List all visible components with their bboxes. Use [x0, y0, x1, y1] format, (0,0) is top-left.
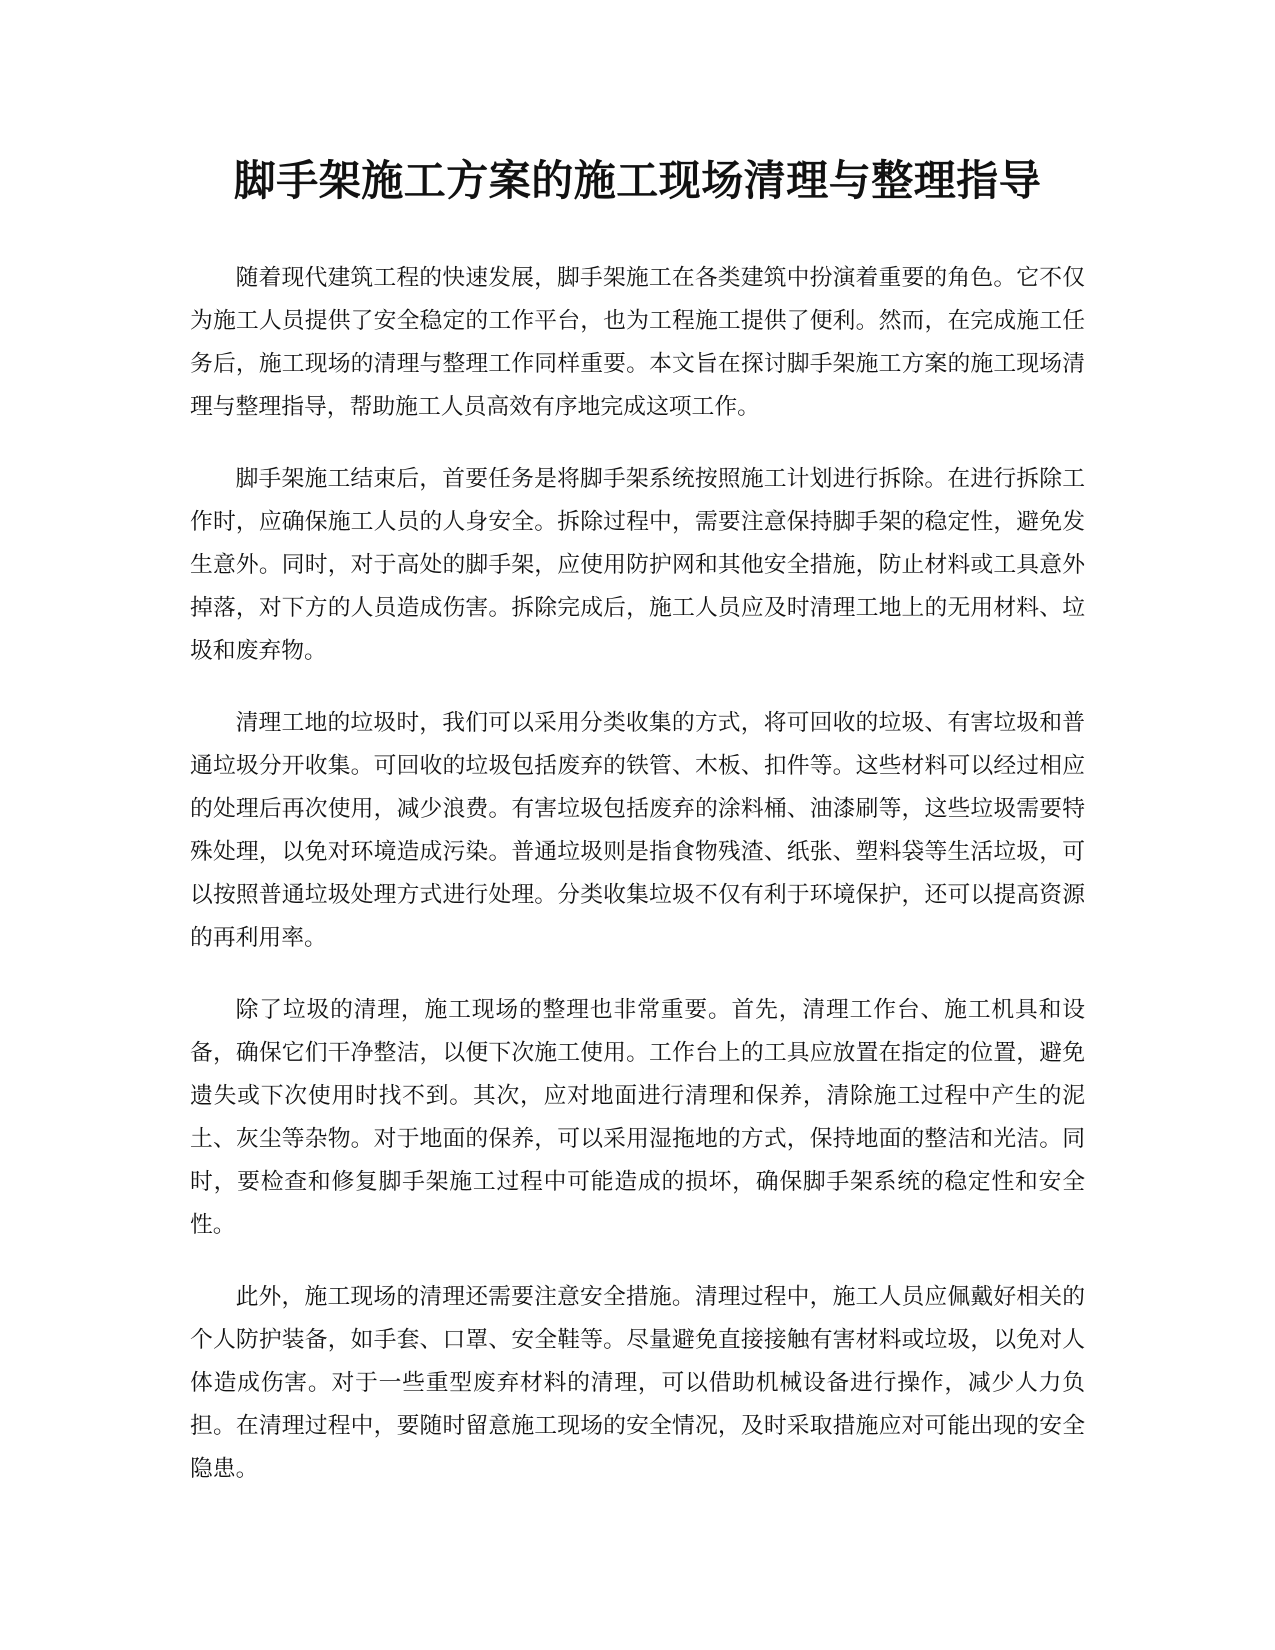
paragraph-3: 清理工地的垃圾时，我们可以采用分类收集的方式，将可回收的垃圾、有害垃圾和普通垃圾分开收集。可回收的垃圾包括废弃的铁管、木板、扣件等。这些材料可以经过相应的处理后再次使用，减少浪费。有害垃圾包括废弃的涂料桶、油漆刷等，这些垃圾需要特殊处理，以免对环境造成污染。普通垃圾则是指食物残渣、纸张、塑料袋等生活垃圾，可以按照普通垃圾处理方式进行处理。分类收集垃圾不仅有利于环境保护，还可以提高资源的再利用率。: [190, 710, 1085, 951]
paragraph-5: 此外，施工现场的清理还需要注意安全措施。清理过程中，施工人员应佩戴好相关的个人防护装备，如手套、口罩、安全鞋等。尽量避免直接接触有害材料或垃圾，以免对人体造成伤害。对于一些重型废弃材料的清理，可以借助机械设备进行操作，减少人力负担。在清理过程中，要随时留意施工现场的安全情况，及时采取措施应对可能出现的安全隐患。: [190, 1284, 1085, 1482]
document-title: 脚手架施工方案的施工现场清理与整理指导: [233, 156, 1042, 205]
paragraph-2: 脚手架施工结束后，首要任务是将脚手架系统按照施工计划进行拆除。在进行拆除工作时，应确保施工人员的人身安全。拆除过程中，需要注意保持脚手架的稳定性，避免发生意外。同时，对于高处的脚手架，应使用防护网和其他安全措施，防止材料或工具意外掉落，对下方的人员造成伤害。拆除完成后，施工人员应及时清理工地上的无用材料、垃圾和废弃物。: [190, 466, 1085, 664]
paragraph-1: 随着现代建筑工程的快速发展，脚手架施工在各类建筑中扮演着重要的角色。它不仅为施工人员提供了安全稳定的工作平台，也为工程施工提供了便利。然而，在完成施工任务后，施工现场的清理与整理工作同样重要。本文旨在探讨脚手架施工方案的施工现场清理与整理指导，帮助施工人员高效有序地完成这项工作。: [190, 265, 1085, 420]
paragraph-4: 除了垃圾的清理，施工现场的整理也非常重要。首先，清理工作台、施工机具和设备，确保它们干净整洁，以便下次施工使用。工作台上的工具应放置在指定的位置，避免遗失或下次使用时找不到。其次，应对地面进行清理和保养，清除施工过程中产生的泥土、灰尘等杂物。对于地面的保养，可以采用湿拖地的方式，保持地面的整洁和光洁。同时，要检查和修复脚手架施工过程中可能造成的损坏，确保脚手架系统的稳定性和安全性。: [190, 997, 1085, 1238]
